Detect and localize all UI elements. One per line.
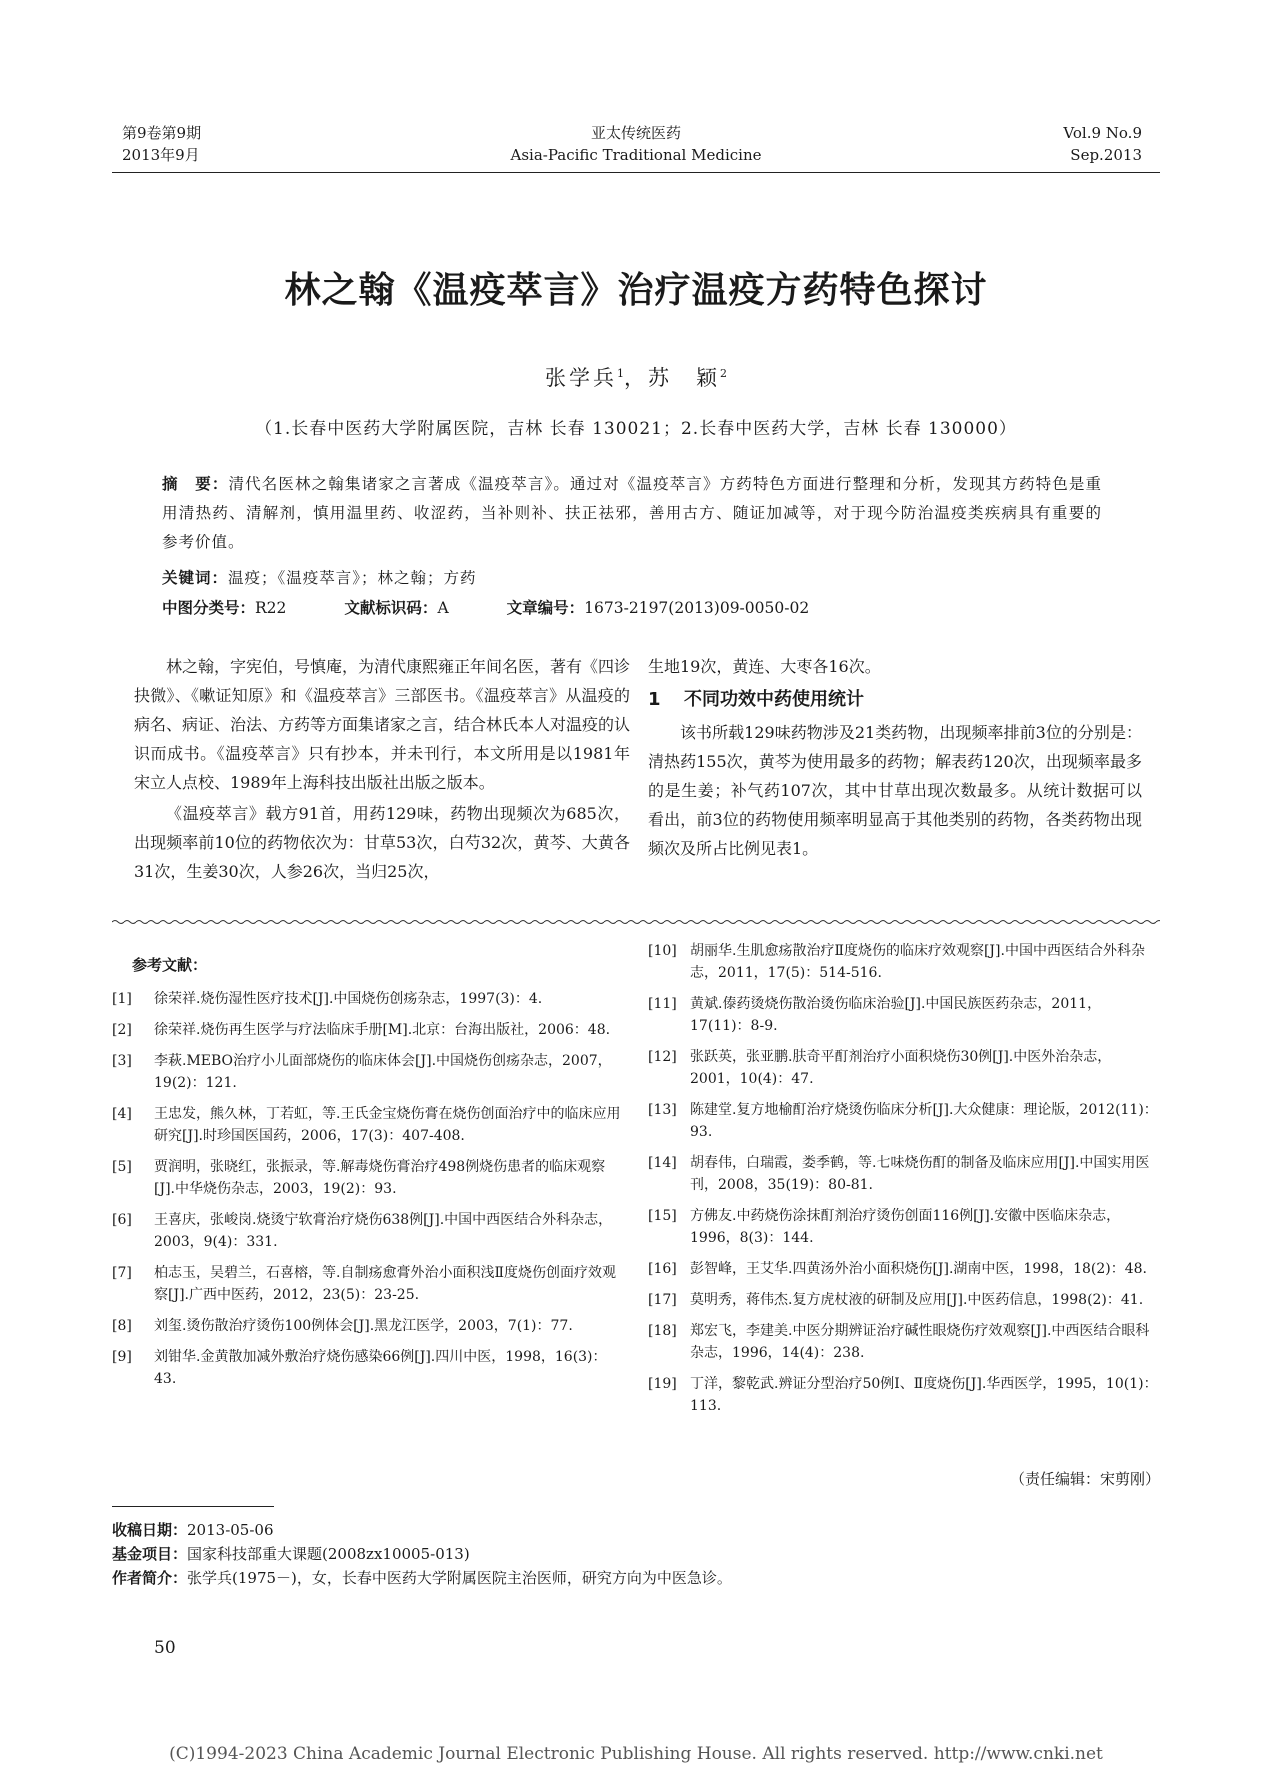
header-center-line2: Asia-Pacific Traditional Medicine [510, 146, 762, 164]
header-left-line2: 2013年9月 [122, 146, 200, 164]
reference-item [112, 1156, 624, 1200]
affiliation: （1.长春中医药大学附属医院，吉林 长春 130021；2.长春中医药大学，吉林 长春 130000） [255, 419, 1017, 439]
references-column-right [648, 940, 1160, 1426]
clc-label: 中图分类号： [162, 599, 256, 617]
wavy-divider [112, 918, 1160, 926]
reference-item [648, 1258, 1160, 1280]
reference-text: 陈建堂.复方地榆酊治疗烧烫伤临床分析[J].大众健康：理论版，2012(11)：93. [690, 1102, 1158, 1140]
doc-code-value: A [437, 599, 449, 617]
header-center-line1: 亚太传统医药 [590, 124, 681, 142]
author-1: 张学兵 [545, 366, 617, 390]
reference-number: [12] [648, 1049, 677, 1065]
references-heading: 参考文献： [132, 956, 208, 974]
reference-number: [11] [648, 996, 677, 1012]
references-column-left [112, 988, 624, 1399]
body-paragraph: 生地19次，黄连、大枣各16次。 [648, 657, 881, 676]
author-2-affil: 2 [720, 367, 727, 380]
editor-note: （责任编辑：宋剪刚） [1009, 1470, 1160, 1488]
reference-number: [19] [648, 1376, 677, 1392]
reference-text: 徐荣祥.烧伤再生医学与疗法临床手册[M].北京：台海出版社，2006：48. [154, 1022, 611, 1038]
reference-item [648, 940, 1160, 984]
footnote-received [112, 1518, 1160, 1542]
reference-text: 胡丽华.生肌愈疡散治疗Ⅱ度烧伤的临床疗效观察[J].中国中西医结合外科杂志，2011，17(5)：514-516. [690, 943, 1145, 981]
reference-item [112, 1103, 624, 1147]
header-vol-no [1063, 122, 1142, 166]
fund-value: 国家科技部重大课题(2008zx10005-013) [187, 1545, 470, 1563]
reference-item [112, 1262, 624, 1306]
reference-text: 柏志玉，吴碧兰，石喜榕，等.自制疡愈膏外治小面积浅Ⅱ度烧伤创面疗效观察[J].广西中医药，2012，23(5)：23-25. [154, 1265, 616, 1303]
footnote-author [112, 1566, 1160, 1590]
reference-text: 李萩.MEBO治疗小儿面部烧伤的临床体会[J].中国烧伤创疡杂志，2007，19(2)：121. [154, 1053, 612, 1091]
reference-item [112, 1315, 624, 1337]
reference-number: [15] [648, 1208, 677, 1224]
abstract-label: 摘 要： [162, 475, 229, 493]
reference-number: [1] [112, 991, 132, 1007]
reference-text: 刘钳华.金黄散加减外敷治疗烧伤感染66例[J].四川中医，1998，16(3)：43. [154, 1349, 607, 1387]
reference-item [648, 1373, 1160, 1417]
clc-value: R22 [255, 599, 287, 617]
reference-number: [6] [112, 1212, 132, 1228]
received-value: 2013-05-06 [187, 1521, 274, 1539]
article-no-value: 1673-2197(2013)09-0050-02 [584, 599, 810, 617]
reference-item [648, 1205, 1160, 1249]
reference-item [648, 993, 1160, 1037]
header-journal-name [440, 122, 832, 166]
section-heading [648, 685, 1142, 714]
classification-line [162, 594, 1102, 622]
author-bio-label: 作者简介： [112, 1569, 188, 1587]
received-label: 收稿日期： [112, 1521, 188, 1539]
reference-number: [16] [648, 1261, 677, 1277]
author-1-affil: 1 [617, 367, 624, 380]
reference-text: 方佛友.中药烧伤涂抹酊剂治疗烫伤创面116例[J].安徽中医临床杂志，1996，8(3)：144. [690, 1208, 1121, 1246]
fund-label: 基金项目： [112, 1545, 188, 1563]
reference-item [648, 1099, 1160, 1143]
body-paragraph: 该书所载129味药物涉及21类药物，出现频率排前3位的分别是：清热药155次，黄芩为使用最多的药物；解表药120次，出现频率最多的是生姜；补气药107次，其中甘草出现次数最多。从统计数据可以看出，前3位的药物使用频率明显高于其他类别的药物，各类药物出现频次及所占比例见表1。 [648, 723, 1142, 858]
reference-number: [10] [648, 943, 677, 959]
reference-number: [17] [648, 1292, 677, 1308]
reference-text: 徐荣祥.烧伤湿性医疗技术[J].中国烧伤创疡杂志，1997(3)：4. [154, 991, 543, 1007]
reference-text: 张跃英，张亚鹏.肤奇平酊剂治疗小面积烧伤30例[J].中医外治杂志，2001，10(4)：47. [690, 1049, 1112, 1087]
reference-text: 胡春伟，白瑞霞，娄季鹤，等.七味烧伤酊的制备及临床应用[J].中国实用医刊，2008，35(19)：80-81. [690, 1155, 1150, 1193]
abstract [162, 470, 1102, 557]
reference-number: [3] [112, 1053, 132, 1069]
reference-number: [4] [112, 1106, 132, 1122]
keywords-label: 关键词： [162, 569, 229, 587]
reference-item [112, 1019, 624, 1041]
page-number: 50 [154, 1638, 176, 1658]
header-left-line1: 第9卷第9期 [122, 124, 202, 142]
keywords-text: 温疫；《温疫萃言》；林之翰；方药 [228, 569, 477, 587]
footnote-fund [112, 1542, 1160, 1566]
reference-item [648, 1320, 1160, 1364]
doc-code-label: 文献标识码： [344, 599, 438, 617]
header-right-line2: Sep.2013 [1070, 146, 1142, 164]
author-separator: ， [624, 366, 648, 390]
reference-text: 王喜庆，张峻岗.烧烫宁软膏治疗烧伤638例[J].中国中西医结合外科杂志，2003，9(4)：331. [154, 1212, 613, 1250]
body-paragraph: 林之翰，字宪伯，号慎庵，为清代康熙雍正年间名医，著有《四诊抉微》、《嗽证知原》和《温疫萃言》三部医书。《温疫萃言》从温疫的病名、病证、治法、方药等方面集诸家之言，结合林氏本人对温疫的认识而成书。《温疫萃言》只有抄本，并未刊行，本文所用是以1981年宋立人点校、1989年上海科技出版社出版之版本。 [134, 657, 631, 792]
reference-text: 彭智峰，王艾华.四黄汤外治小面积烧伤[J].湖南中医，1998，18(2)：48. [690, 1261, 1147, 1277]
author-bio-value: 张学兵(1975－)，女，长春中医药大学附属医院主治医师，研究方向为中医急诊。 [187, 1569, 732, 1587]
reference-text: 郑宏飞，李建美.中医分期辨证治疗碱性眼烧伤疗效观察[J].中西医结合眼科杂志，1996，14(4)：238. [690, 1323, 1150, 1361]
article-no-label: 文章编号： [506, 599, 585, 617]
reference-item [112, 1050, 624, 1094]
copyright-line: (C)1994-2023 China Academic Journal Electronic Publishing House. All rights reserved. http://www.cnki.net [169, 1744, 1103, 1764]
reference-text: 刘玺.烫伤散治疗烫伤100例体会[J].黑龙江医学，2003，7(1)：77. [154, 1318, 573, 1334]
abstract-text: 清代名医林之翰集诸家之言著成《温疫萃言》。通过对《温疫萃言》方药特色方面进行整理和分析，发现其方药特色是重用清热药、清解剂，慎用温里药、收涩药，当补则补、扶正祛邪，善用古方、随证加减等，对于现今防治温疫类疾病具有重要的参考价值。 [162, 475, 1102, 551]
reference-item [648, 1289, 1160, 1311]
section-number: 1 [648, 689, 661, 710]
reference-item [112, 1209, 624, 1253]
header-right-line1: Vol.9 No.9 [1063, 124, 1142, 142]
reference-item [648, 1046, 1160, 1090]
section-title: 不同功效中药使用统计 [684, 689, 864, 710]
reference-text: 莫明秀，蒋伟杰.复方虎杖液的研制及应用[J].中医药信息，1998(2)：41. [690, 1292, 1144, 1308]
reference-item [112, 1346, 624, 1390]
reference-text: 丁洋，黎乾武.辨证分型治疗50例Ⅰ、Ⅱ度烧伤[J].华西医学，1995，10(1)：113. [690, 1376, 1158, 1414]
reference-number: [8] [112, 1318, 132, 1334]
reference-number: [13] [648, 1102, 677, 1118]
reference-number: [9] [112, 1349, 132, 1365]
reference-number: [2] [112, 1022, 132, 1038]
footnote-rule [112, 1506, 274, 1507]
reference-text: 王忠发，熊久林，丁若虹，等.王氏金宝烧伤膏在烧伤创面治疗中的临床应用研究[J].时珍国医国药，2006，17(3)：407-408. [154, 1106, 621, 1144]
reference-text: 黄斌.傣药烫烧伤散治烫伤临床治验[J].中国民族医药杂志，2011，17(11)：8-9. [690, 996, 1102, 1034]
keywords [162, 564, 1102, 592]
header-rule [112, 172, 1160, 173]
paper-title: 林之翰《温疫萃言》治疗温疫方药特色探讨 [284, 270, 988, 311]
body-column-right [648, 652, 1142, 863]
reference-number: [5] [112, 1159, 132, 1175]
body-column-left [134, 652, 630, 886]
reference-number: [14] [648, 1155, 677, 1171]
author-2: 苏 颖 [648, 366, 720, 390]
body-paragraph: 《温疫萃言》载方91首，用药129味，药物出现频次为685次，出现频率前10位的药物依次为：甘草53次，白芍32次，黄芩、大黄各31次，生姜30次，人参26次，当归25次， [134, 804, 630, 881]
reference-item [648, 1152, 1160, 1196]
author-list [112, 362, 1160, 392]
header-volume-issue [122, 122, 201, 166]
reference-number: [18] [648, 1323, 677, 1339]
reference-number: [7] [112, 1265, 132, 1281]
reference-text: 贾润明，张晓红，张振录，等.解毒烧伤膏治疗498例烧伤患者的临床观察[J].中华烧伤杂志，2003，19(2)：93. [154, 1159, 606, 1197]
reference-item [112, 988, 624, 1010]
